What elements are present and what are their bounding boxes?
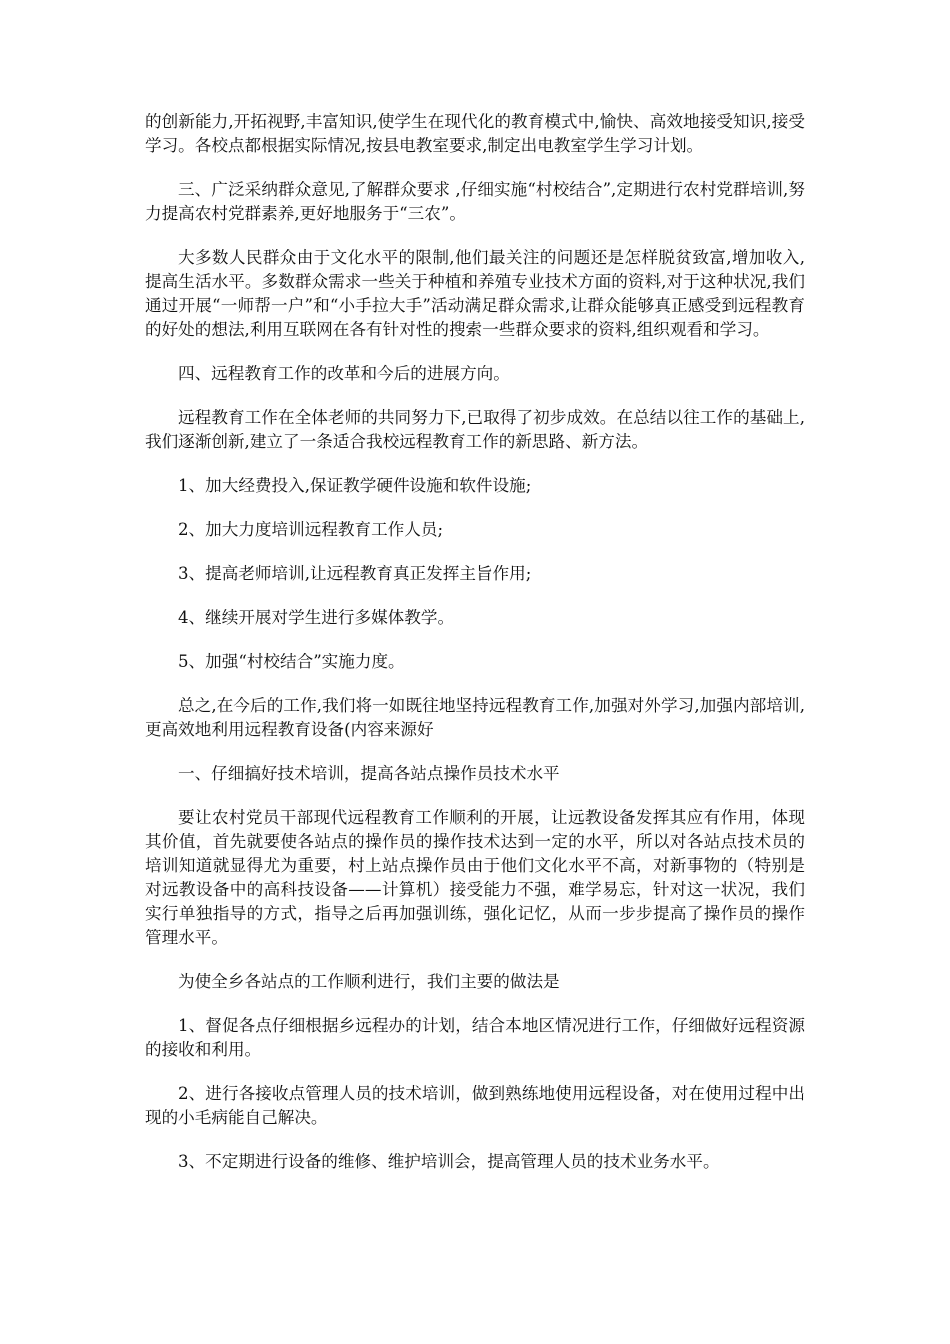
list-item-4: 4、继续开展对学生进行多媒体教学。	[178, 608, 455, 627]
paragraph-continuation: 的创新能力,开拓视野,丰富知识,使学生在现代化的教育模式中,愉快、高效地接受知识,接受学习。各校点都根据实际情况,按县电教室要求,制定出电教室学生学习计划。	[145, 112, 805, 155]
list-item-3b: 3、不定期进行设备的维修、维护培训会，提高管理人员的技术业务水平。	[178, 1152, 720, 1171]
list-item-1: 1、加大经费投入,保证教学硬件设施和软件设施;	[178, 476, 532, 495]
document-page	[145, 110, 805, 1194]
paragraph: 要让农村党员干部现代远程教育工作顺利的开展，让远教设备发挥其应有作用，体现其价值，首先就要使各站点的操作员的操作技术达到一定的水平，所以对各站点技术员的培训知道就显得尤为重要，村上站点操作员由于他们文化水平不高，对新事物的（特别是对远教设备中的高科技设备——计算机）接受能力不强，难学易忘，针对这一状况，我们实行单独指导的方式，指导之后再加强训练，强化记忆，从而一步步提高了操作员的操作管理水平。	[145, 808, 805, 947]
paragraph: 为使全乡各站点的工作顺利进行，我们主要的做法是	[178, 972, 560, 991]
paragraph: 大多数人民群众由于文化水平的限制,他们最关注的问题还是怎样脱贫致富,增加收入,提高生活水平。多数群众需求一些关于种植和养殖专业技术方面的资料,对于这种状况,我们通过开展“一师帮一户”和“小手拉大手”活动满足群众需求,让群众能够真正感受到远程教育的好处的想法,利用互联网在各有针对性的搜索一些群众要求的资料,组织观看和学习。	[145, 248, 805, 339]
section-heading-3: 三、广泛采纳群众意见,了解群众要求 ,仔细实施“村校结合”,定期进行农村党群培训,努力提高农村党群素养,更好地服务于“三农”。	[145, 180, 805, 223]
paragraph: 远程教育工作在全体老师的共同努力下,已取得了初步成效。在总结以往工作的基础上,我们逐渐创新,建立了一条适合我校远程教育工作的新思路、新方法。	[145, 408, 805, 451]
list-item-1b: 1、督促各点仔细根据乡远程办的计划，结合本地区情况进行工作，仔细做好远程资源的接收和利用。	[145, 1016, 805, 1059]
list-item-5: 5、加强“村校结合”实施力度。	[178, 652, 405, 671]
section-heading-4: 四、远程教育工作的改革和今后的进展方向。	[178, 364, 510, 383]
list-item-3: 3、提高老师培训,让远程教育真正发挥主旨作用;	[178, 564, 532, 583]
paragraph-summary: 总之,在今后的工作,我们将一如既往地坚持远程教育工作,加强对外学习,加强内部培训,更高效地利用远程教育设备(内容来源好	[145, 696, 805, 739]
list-item-2: 2、加大力度培训远程教育工作人员;	[178, 520, 444, 539]
list-item-2b: 2、进行各接收点管理人员的技术培训，做到熟练地使用远程设备，对在使用过程中出现的小毛病能自己解决。	[145, 1084, 805, 1127]
section-heading-1: 一、仔细搞好技术培训，提高各站点操作员技术水平	[178, 764, 560, 783]
